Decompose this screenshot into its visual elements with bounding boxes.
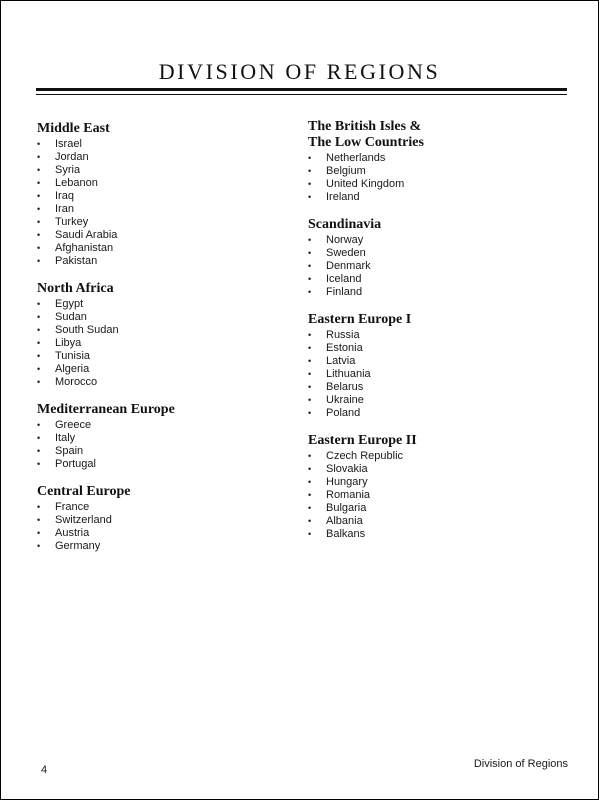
bullet-icon: •: [37, 299, 41, 309]
country-item: [37, 216, 277, 229]
bullet-icon: •: [37, 541, 41, 551]
region-heading: Central Europe: [37, 484, 131, 499]
country-name: Afghanistan: [55, 242, 114, 254]
country-name: Hungary: [326, 476, 368, 488]
country-name: Jordan: [55, 151, 89, 163]
country-item: [308, 152, 568, 165]
bullet-icon: •: [37, 191, 41, 201]
country-name: Czech Republic: [326, 450, 404, 462]
bullet-icon: •: [308, 248, 312, 258]
country-name: Belgium: [326, 165, 366, 177]
bullet-icon: •: [308, 287, 312, 297]
country-list: [37, 419, 277, 471]
bullet-icon: •: [37, 178, 41, 188]
region-heading-line: Eastern Europe I: [308, 312, 412, 327]
bullet-icon: •: [37, 256, 41, 266]
bullet-icon: •: [37, 165, 41, 175]
country-name: Sudan: [55, 311, 87, 323]
country-name: Netherlands: [326, 152, 386, 164]
bullet-icon: •: [308, 464, 312, 474]
country-name: Iran: [55, 203, 74, 215]
country-name: Switzerland: [55, 514, 112, 526]
bullet-icon: •: [308, 451, 312, 461]
country-item: [308, 463, 568, 476]
bullet-icon: •: [308, 395, 312, 405]
country-name: Lebanon: [55, 177, 98, 189]
country-name: Syria: [55, 164, 81, 176]
page-title: DIVISION OF REGIONS: [158, 59, 441, 84]
region-heading-line: Eastern Europe II: [308, 433, 417, 448]
country-name: Latvia: [326, 355, 356, 367]
country-item: [308, 355, 568, 368]
country-name: Spain: [55, 445, 84, 457]
country-name: Estonia: [326, 342, 363, 354]
country-item: [308, 234, 568, 247]
country-item: [308, 191, 568, 204]
country-name: Balkans: [326, 528, 366, 540]
country-item: [37, 527, 277, 540]
country-name: Austria: [55, 527, 90, 539]
country-item: [37, 203, 277, 216]
bullet-icon: •: [308, 153, 312, 163]
region-heading-line: The British Isles &: [308, 119, 422, 134]
country-item: [37, 445, 277, 458]
country-name: Italy: [55, 432, 76, 444]
left-column: [37, 121, 277, 566]
country-item: [308, 502, 568, 515]
country-list: [37, 138, 277, 268]
country-item: [308, 368, 568, 381]
country-item: [37, 458, 277, 471]
bullet-icon: •: [308, 490, 312, 500]
region-heading: Mediterranean Europe: [37, 402, 175, 417]
country-name: Saudi Arabia: [55, 229, 118, 241]
bullet-icon: •: [308, 235, 312, 245]
footer-section-title: Division of Regions: [473, 758, 568, 770]
bullet-icon: •: [37, 204, 41, 214]
bullet-icon: •: [308, 343, 312, 353]
country-name: Poland: [326, 407, 361, 419]
bullet-icon: •: [308, 369, 312, 379]
country-item: [308, 394, 568, 407]
country-name: South Sudan: [55, 324, 119, 336]
bullet-icon: •: [37, 502, 41, 512]
country-name: Norway: [326, 234, 364, 246]
country-list: [37, 501, 277, 553]
bullet-icon: •: [308, 408, 312, 418]
bullet-icon: •: [308, 330, 312, 340]
country-item: [37, 324, 277, 337]
country-name: France: [55, 501, 90, 513]
region-section: [37, 281, 277, 389]
country-name: Lithuania: [326, 368, 371, 380]
region-heading: [308, 217, 568, 233]
bullet-icon: •: [37, 515, 41, 525]
country-item: [308, 450, 568, 463]
country-item: [308, 489, 568, 502]
region-section: [308, 433, 568, 541]
country-name: Iraq: [55, 190, 74, 202]
bullet-icon: •: [37, 420, 41, 430]
country-item: [37, 177, 277, 190]
country-name: Algeria: [55, 363, 90, 375]
bullet-icon: •: [308, 529, 312, 539]
country-item: [37, 514, 277, 527]
region-heading-line: Scandinavia: [308, 217, 382, 232]
bullet-icon: •: [308, 192, 312, 202]
country-item: [308, 476, 568, 489]
country-item: [308, 178, 568, 191]
bullet-icon: •: [37, 338, 41, 348]
bullet-icon: •: [308, 477, 312, 487]
country-item: [37, 190, 277, 203]
bullet-icon: •: [37, 312, 41, 322]
bullet-icon: •: [308, 179, 312, 189]
country-list: [308, 234, 568, 299]
country-item: [308, 273, 568, 286]
country-name: Pakistan: [55, 255, 98, 267]
right-column: [308, 119, 568, 554]
country-name: Iceland: [326, 273, 362, 285]
region-heading: [308, 119, 568, 151]
country-name: Romania: [326, 489, 371, 501]
region-heading: Middle East: [37, 121, 110, 136]
country-name: Bulgaria: [326, 502, 367, 514]
country-item: [308, 260, 568, 273]
country-item: [308, 515, 568, 528]
country-item: [37, 298, 277, 311]
country-item: [308, 342, 568, 355]
country-name: United Kingdom: [326, 178, 405, 190]
bullet-icon: •: [37, 364, 41, 374]
country-list: [308, 450, 568, 541]
bullet-icon: •: [37, 152, 41, 162]
country-name: Slovakia: [326, 463, 368, 475]
bullet-icon: •: [308, 261, 312, 271]
country-item: [37, 350, 277, 363]
region-section: [37, 484, 277, 553]
country-name: Germany: [55, 540, 101, 552]
country-name: Albania: [326, 515, 363, 527]
country-item: [308, 165, 568, 178]
region-section: [308, 217, 568, 299]
country-item: [308, 286, 568, 299]
bullet-icon: •: [37, 139, 41, 149]
country-item: [37, 255, 277, 268]
country-item: [37, 376, 277, 389]
bullet-icon: •: [37, 325, 41, 335]
region-heading: [308, 312, 568, 328]
country-name: Egypt: [55, 298, 84, 310]
country-item: [308, 407, 568, 420]
country-list: [37, 298, 277, 389]
country-name: Portugal: [55, 458, 96, 470]
country-name: Russia: [326, 329, 360, 341]
country-item: [37, 501, 277, 514]
country-item: [37, 540, 277, 553]
bullet-icon: •: [37, 230, 41, 240]
region-heading: [308, 433, 568, 449]
bullet-icon: •: [308, 382, 312, 392]
country-name: Sweden: [326, 247, 366, 259]
country-name: Greece: [55, 419, 92, 431]
country-name: Finland: [326, 286, 363, 298]
region-section: [308, 119, 568, 204]
country-name: Morocco: [55, 376, 98, 388]
bullet-icon: •: [37, 528, 41, 538]
bullet-icon: •: [308, 516, 312, 526]
country-item: [37, 432, 277, 445]
bullet-icon: •: [37, 243, 41, 253]
bullet-icon: •: [308, 274, 312, 284]
country-item: [37, 363, 277, 376]
title-rule-thin: [36, 94, 567, 95]
bullet-icon: •: [37, 433, 41, 443]
country-name: Ireland: [326, 191, 360, 203]
region-heading: North Africa: [37, 281, 114, 296]
region-section: [37, 121, 277, 268]
country-name: Turkey: [55, 216, 89, 228]
region-section: [37, 402, 277, 471]
country-name: Denmark: [326, 260, 371, 272]
bullet-icon: •: [37, 351, 41, 361]
country-item: [37, 164, 277, 177]
country-item: [308, 247, 568, 260]
bullet-icon: •: [37, 217, 41, 227]
country-name: Belarus: [326, 381, 364, 393]
country-item: [37, 242, 277, 255]
country-list: [308, 329, 568, 420]
country-name: Ukraine: [326, 394, 364, 406]
country-item: [37, 419, 277, 432]
country-item: [308, 528, 568, 541]
region-section: [308, 312, 568, 420]
country-name: Libya: [55, 337, 82, 349]
country-item: [37, 138, 277, 151]
country-name: Tunisia: [55, 350, 91, 362]
country-item: [308, 381, 568, 394]
country-item: [37, 151, 277, 164]
page-number: 4: [41, 764, 48, 776]
country-list: [308, 152, 568, 204]
country-item: [308, 329, 568, 342]
country-item: [37, 311, 277, 324]
title-rule-thick: [36, 88, 567, 91]
bullet-icon: •: [37, 459, 41, 469]
bullet-icon: •: [308, 503, 312, 513]
bullet-icon: •: [37, 377, 41, 387]
country-item: [37, 337, 277, 350]
bullet-icon: •: [308, 356, 312, 366]
region-heading-line: The Low Countries: [308, 135, 424, 150]
country-name: Israel: [55, 138, 82, 150]
bullet-icon: •: [308, 166, 312, 176]
bullet-icon: •: [37, 446, 41, 456]
country-item: [37, 229, 277, 242]
